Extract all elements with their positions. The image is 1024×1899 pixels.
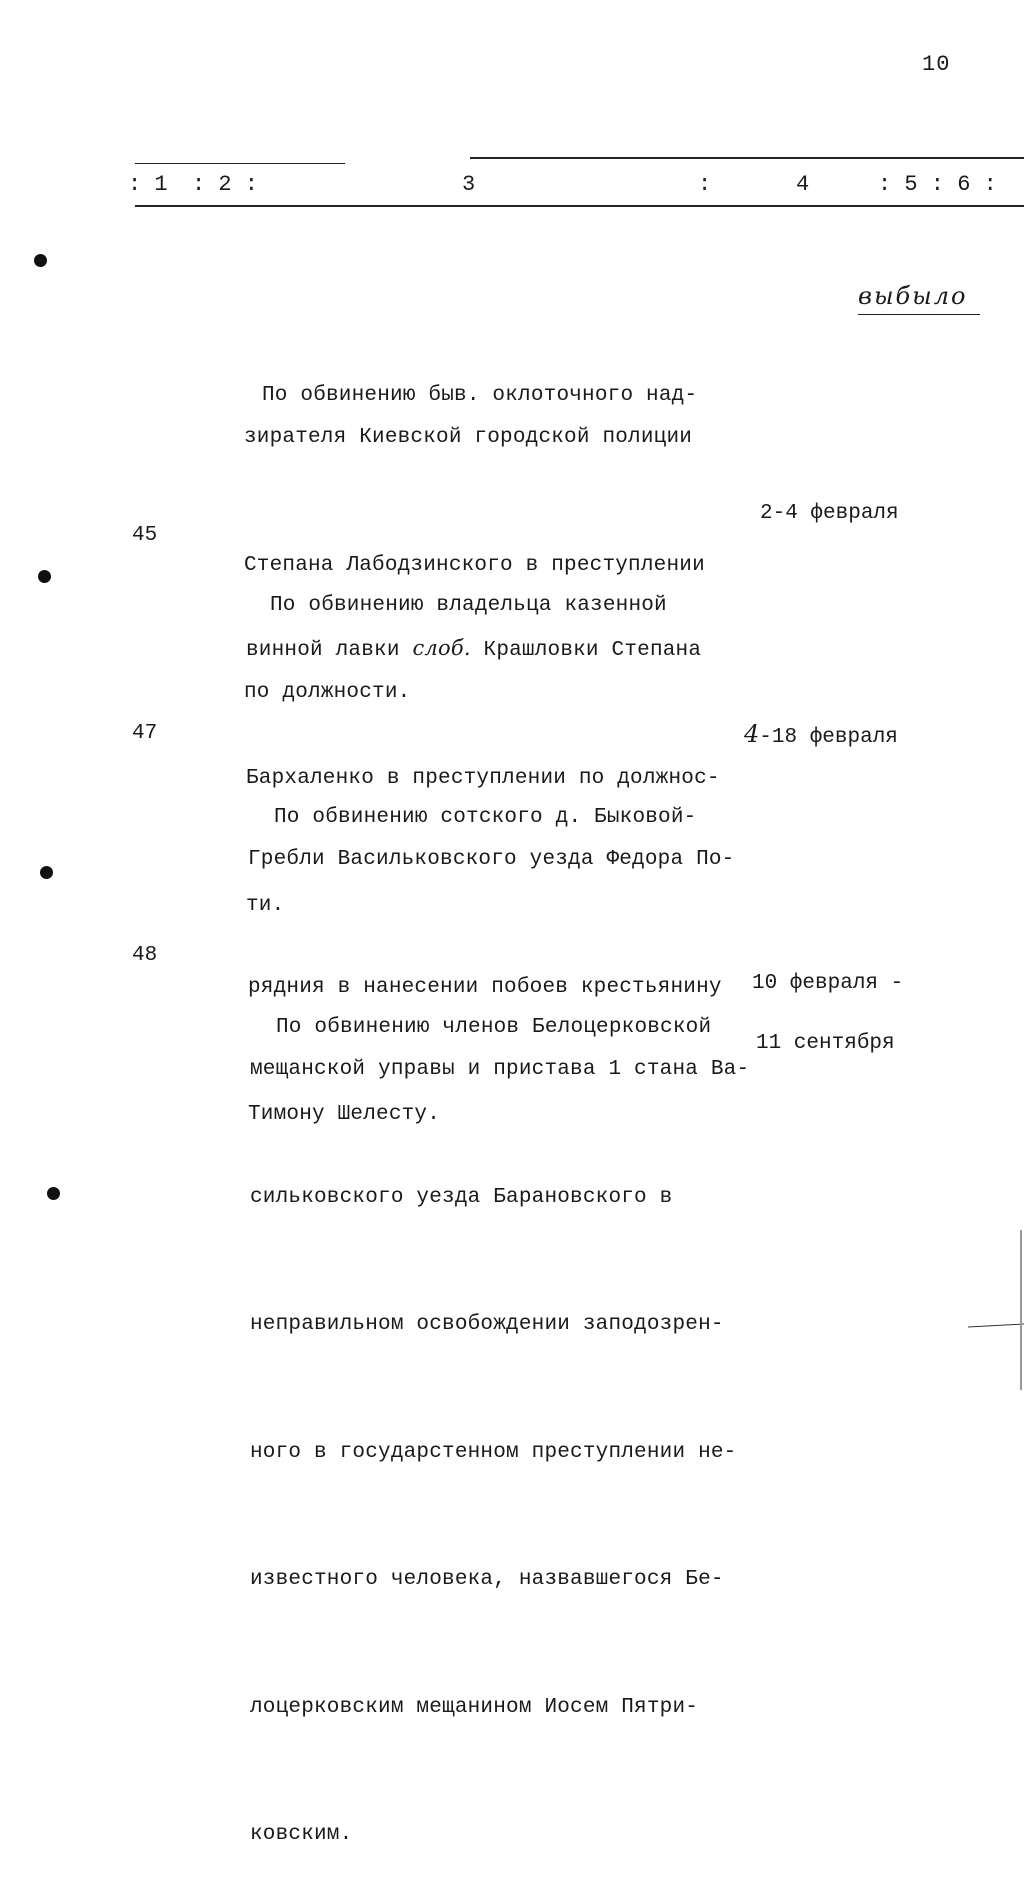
punch-hole-3 [40, 866, 53, 879]
entry-48-date [752, 934, 903, 1074]
header-rule-top-left [135, 163, 345, 164]
entry-48-line-4: неправильном освобождении заподозрен- [250, 1313, 724, 1336]
entry-45-line-4: ти. [246, 894, 285, 917]
entry-48-line-2: мещанской управы и пристава 1 стана Ва- [250, 1058, 750, 1081]
entry-47-date-handwritten-digit: 4 [744, 720, 760, 748]
entry-48-number: 48 [132, 944, 158, 967]
entry-47-line-2: Гребли Васильковского уезда Федора По- [248, 848, 735, 871]
entry-1-line-1: По обвинению быв. оклоточного над- [262, 384, 698, 407]
entry-1-line-3: Степана Лабодзинского в преступлении [244, 553, 705, 577]
entry-45-line-2-end: Крашловки Степана [470, 639, 702, 662]
entry-45-number: 45 [132, 524, 158, 547]
entry-1-line-2: зирателя Киевской городской полиции [244, 426, 693, 449]
column-label-5-6: : 5 : 6 : [878, 172, 997, 197]
entry-48-date-line-1: 10 февраля - [752, 972, 904, 995]
entry-45-line-3: Бархаленко в преступлении по должнос- [246, 766, 720, 790]
punch-hole-1 [34, 254, 47, 267]
entry-47-date [744, 720, 898, 749]
entry-48-line-5: ного в государстенном преступлении не- [250, 1440, 737, 1464]
entry-47-line-1: По обвинению сотского д. Быковой- [274, 806, 697, 829]
page-number: 10 [922, 52, 951, 77]
entry-48-line-8: ковским. [250, 1823, 353, 1846]
entry-45-line-2-start: винной лавки [246, 639, 413, 662]
column-label-3: 3 [462, 172, 476, 197]
scan-mark-line [968, 1324, 1024, 1328]
entry-48-text-rest [250, 964, 749, 1899]
scan-page-edge [1020, 1230, 1022, 1390]
handwritten-note-vybylo: выбыло [858, 282, 980, 315]
entry-48-line-3: сильковского уезда Барановского в [250, 1185, 673, 1209]
punch-hole-2 [38, 570, 51, 583]
entry-45-line-1: По обвинению владельца казенной [270, 594, 667, 617]
column-label-4: 4 [796, 172, 810, 197]
entry-47-line-4: Тимону Шелесту. [248, 1103, 441, 1126]
entry-48-line-1: По обвинению членов Белоцерковской [276, 1016, 712, 1039]
entry-47-date-text: -18 февраля [759, 726, 898, 749]
header-rule-top-right [470, 157, 1024, 159]
column-label-2: : 2 : [192, 172, 259, 197]
entry-48-date-line-2: 11 сентября [756, 1032, 895, 1055]
entry-1-line-4: по должности. [244, 681, 411, 704]
entry-45-date: 2-4 февраля [760, 502, 899, 525]
entry-48-line-6: известного человека, назвавшегося Бе- [250, 1568, 724, 1591]
column-separator: : [698, 172, 712, 197]
handwritten-abbrev-slob: слоб. [412, 636, 471, 660]
entry-45-line-2 [246, 627, 720, 673]
entry-48-line-7: лоцерковским мещанином Иосем Пятри- [250, 1695, 699, 1719]
entry-47-number: 47 [132, 722, 158, 745]
entry-47-line-3: рядния в нанесении побоев крестьянину [248, 975, 722, 999]
column-label-1: : 1 [128, 172, 168, 197]
punch-hole-4 [47, 1187, 60, 1200]
header-rule-bottom [135, 205, 1024, 207]
